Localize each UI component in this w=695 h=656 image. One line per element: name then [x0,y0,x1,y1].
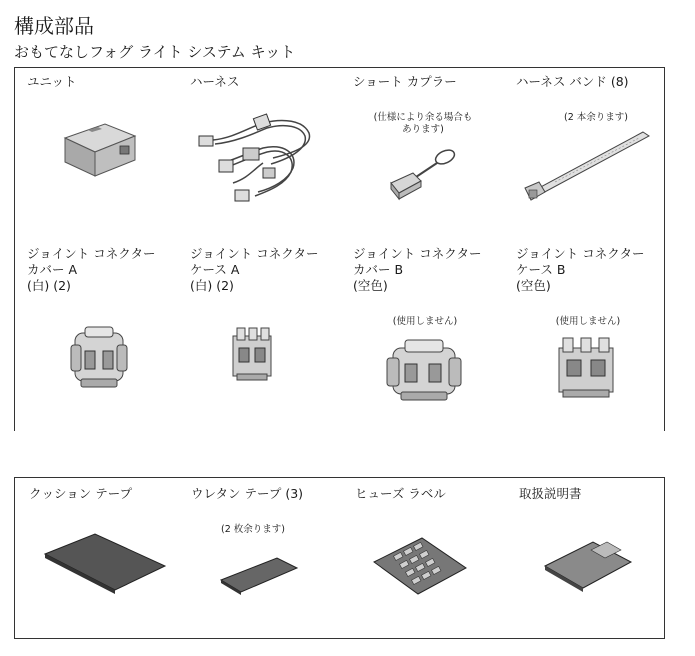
part-name-owners-manual: 取扱説明書 [519,486,582,501]
part-note-joint-cover-b: (使用しません) [392,316,458,327]
part-note-harness-band: (2 本余ります) [564,112,628,123]
harness-band-illustration [515,128,655,208]
harness-illustration [193,108,323,208]
part-note-joint-case-b: (使用しません) [555,316,621,327]
fuse-label-illustration [370,534,470,602]
part-name-joint-case-a: ジョイント コネクター ケース A (白) (2) [190,246,319,293]
joint-case-a-illustration [227,326,277,384]
part-name-joint-case-b: ジョイント コネクター ケース B (空色) [516,246,645,293]
part-name-joint-cover-a: ジョイント コネクター カバー A (白) (2) [27,246,156,293]
parts-box-sub [14,477,665,639]
part-name-harness-band: ハーネス バンド (8) [516,74,629,89]
part-name-fuse-label: ヒューズ ラベル [355,486,446,501]
cushion-tape-illustration [41,530,171,600]
joint-cover-b-illustration [383,336,465,406]
part-note-short-coupler: (仕様により余る場合も あります) [373,112,473,135]
part-name-joint-cover-b: ジョイント コネクター カバー B (空色) [353,246,482,293]
part-name-harness: ハーネス [190,74,240,89]
unit-illustration [60,116,140,188]
page-subtitle: おもてなしフォグ ライト システム キット [14,43,296,61]
part-name-urethane-tape: ウレタン テープ (3) [191,486,304,501]
short-coupler-illustration [383,143,463,203]
urethane-tape-illustration [217,552,301,602]
part-name-unit: ユニット [27,74,77,89]
joint-cover-a-illustration [67,323,133,393]
part-name-short-coupler: ショート カプラー [353,74,457,89]
owners-manual-illustration [541,536,635,600]
part-note-urethane-tape: (2 枚余ります) [221,524,285,535]
parts-box-main [14,67,665,431]
part-name-cushion-tape: クッション テープ [29,486,133,501]
joint-case-b-illustration [553,336,619,402]
page-title: 構成部品 [14,14,94,38]
